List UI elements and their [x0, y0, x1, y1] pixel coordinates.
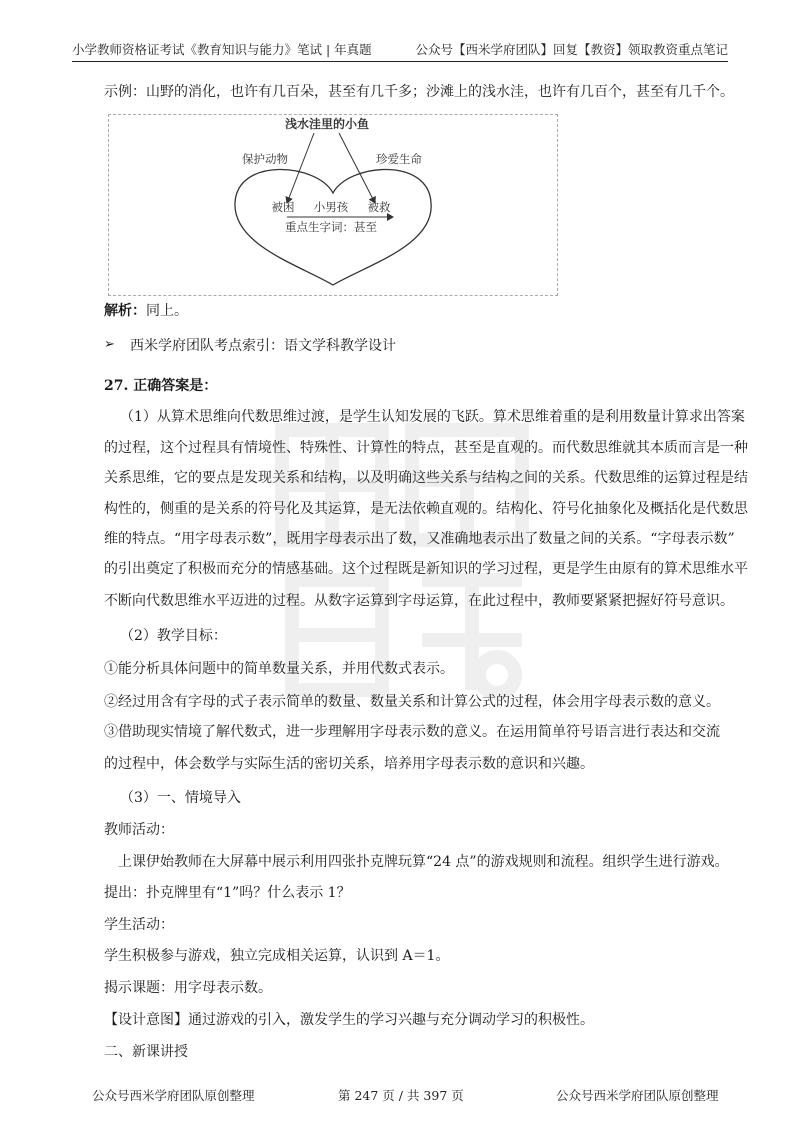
paragraph-line: 教师活动： — [104, 822, 174, 838]
paragraph-line: 学生活动： — [104, 917, 174, 933]
analysis-line — [104, 301, 724, 321]
paragraph-line: 揭示课题：用字母表示数。 — [104, 980, 272, 996]
footer-right-text: 公众号西米学府团队原创整理 — [556, 1088, 719, 1103]
analysis-label: 解析： — [104, 303, 146, 319]
label-focus-words: 重点生字词：甚至 — [285, 220, 377, 234]
paragraph-line: 维的特点。“用字母表示数”，既用字母表示出了数，又准确地表示出了数量之间的关系。“字母表示数” — [104, 531, 735, 547]
paragraph-line: 的引出奠定了积极而充分的情感基础。这个过程既是新知识的学习过程，更是学生由原有的算术思维水平 — [104, 561, 748, 577]
paragraph-line: ①能分析具体问题中的简单数量关系，并用代数式表示。 — [104, 661, 454, 677]
label-little-boy: 小男孩 — [313, 200, 349, 214]
arrow-left — [287, 133, 314, 203]
paragraph-line: 不断向代数思维水平迈进的过程。从数字运算到字母运算，在此过程中，教师要紧紧把握好符号意识。 — [104, 593, 734, 609]
paragraph-line: 上课伊始教师在大屏幕中展示利用四张扑克牌玩算“24 点”的游戏规则和流程。组织学生进行游戏。 — [118, 854, 729, 870]
arrow-right — [339, 133, 375, 203]
label-cherish-life: 珍爱生命 — [376, 152, 422, 166]
paragraph-line: 二、新课讲授 — [104, 1044, 188, 1060]
paragraph-line: ②经过用含有字母的式子表示简单的数量、数量关系和计算公式的过程，体会用字母表示数的意义。 — [104, 694, 720, 710]
paragraph-line: （2）教学目标： — [120, 628, 227, 644]
paragraph-line: 提出：扑克牌里有“1”吗？什么表示 1？ — [104, 885, 351, 901]
paragraph-line: 关系思维，它的要点是发现关系和结构，以及明确这些关系与结构之间的关系。代数思维的运算过程是结 — [104, 470, 748, 486]
index-line: 西米学府团队考点索引：语文学科教学设计 — [130, 338, 396, 354]
paragraph-line: 构性的，侧重的是关系的符号化及其运算，是无法依赖直观的。结构化、符号化抽象化及概括化是代数思 — [104, 501, 748, 517]
page-header — [72, 40, 728, 62]
example-line: 示例：山野的消化，也许有几百朵，甚至有几千多；沙滩上的浅水洼，也许有几百个，甚至有几千个。 — [104, 84, 734, 100]
label-protect-animals: 保护动物 — [242, 152, 288, 166]
header-left-text: 小学教师资格证考试《教育知识与能力》笔试 | 年真题 — [72, 42, 372, 57]
paragraph-line: 【设计意图】通过游戏的引入，激发学生的学习兴趣与充分调动学习的积极性。 — [104, 1012, 594, 1028]
header-right-text: 公众号【西米学府团队】回复【教资】领取教资重点笔记 — [415, 42, 728, 57]
page-footer — [0, 1086, 800, 1106]
paragraph-line: 的过程中，体会数学与实际生活的密切关系，培养用字母表示数的意识和兴趣。 — [104, 756, 594, 772]
diagram-title: 浅水洼里的小鱼 — [284, 117, 370, 131]
paragraph-line: ③借助现实情境了解代数式，进一步理解用字母表示数的意义。在运用简单符号语言进行表达和交流 — [104, 724, 720, 740]
paragraph-line: 学生积极参与游戏，独立完成相关运算，认识到 A＝1。 — [104, 948, 450, 964]
paragraph-line: （3）一、情境导入 — [120, 790, 241, 806]
q27-title: 27. 正确答案是： — [104, 378, 218, 394]
arrow-bullet-icon: ➢ — [104, 337, 115, 352]
heart-diagram — [108, 114, 558, 296]
label-trapped: 被困 — [271, 200, 295, 214]
analysis-text: 同上。 — [146, 303, 188, 319]
paragraph-line: （1）从算术思维向代数思维过渡，是学生认知发展的飞跃。算术思维着重的是利用数量计算求出答案 — [120, 409, 745, 425]
footer-left-text: 公众号西米学府团队原创整理 — [92, 1088, 255, 1103]
paragraph-line: 的过程，这个过程具有情境性、特殊性、计算性的特点，甚至是直观的。而代数思维就其本质而言是一种 — [104, 440, 748, 456]
footer-page-number: 第 247 页 / 共 397 页 — [338, 1088, 464, 1103]
label-rescued: 被救 — [367, 200, 391, 214]
